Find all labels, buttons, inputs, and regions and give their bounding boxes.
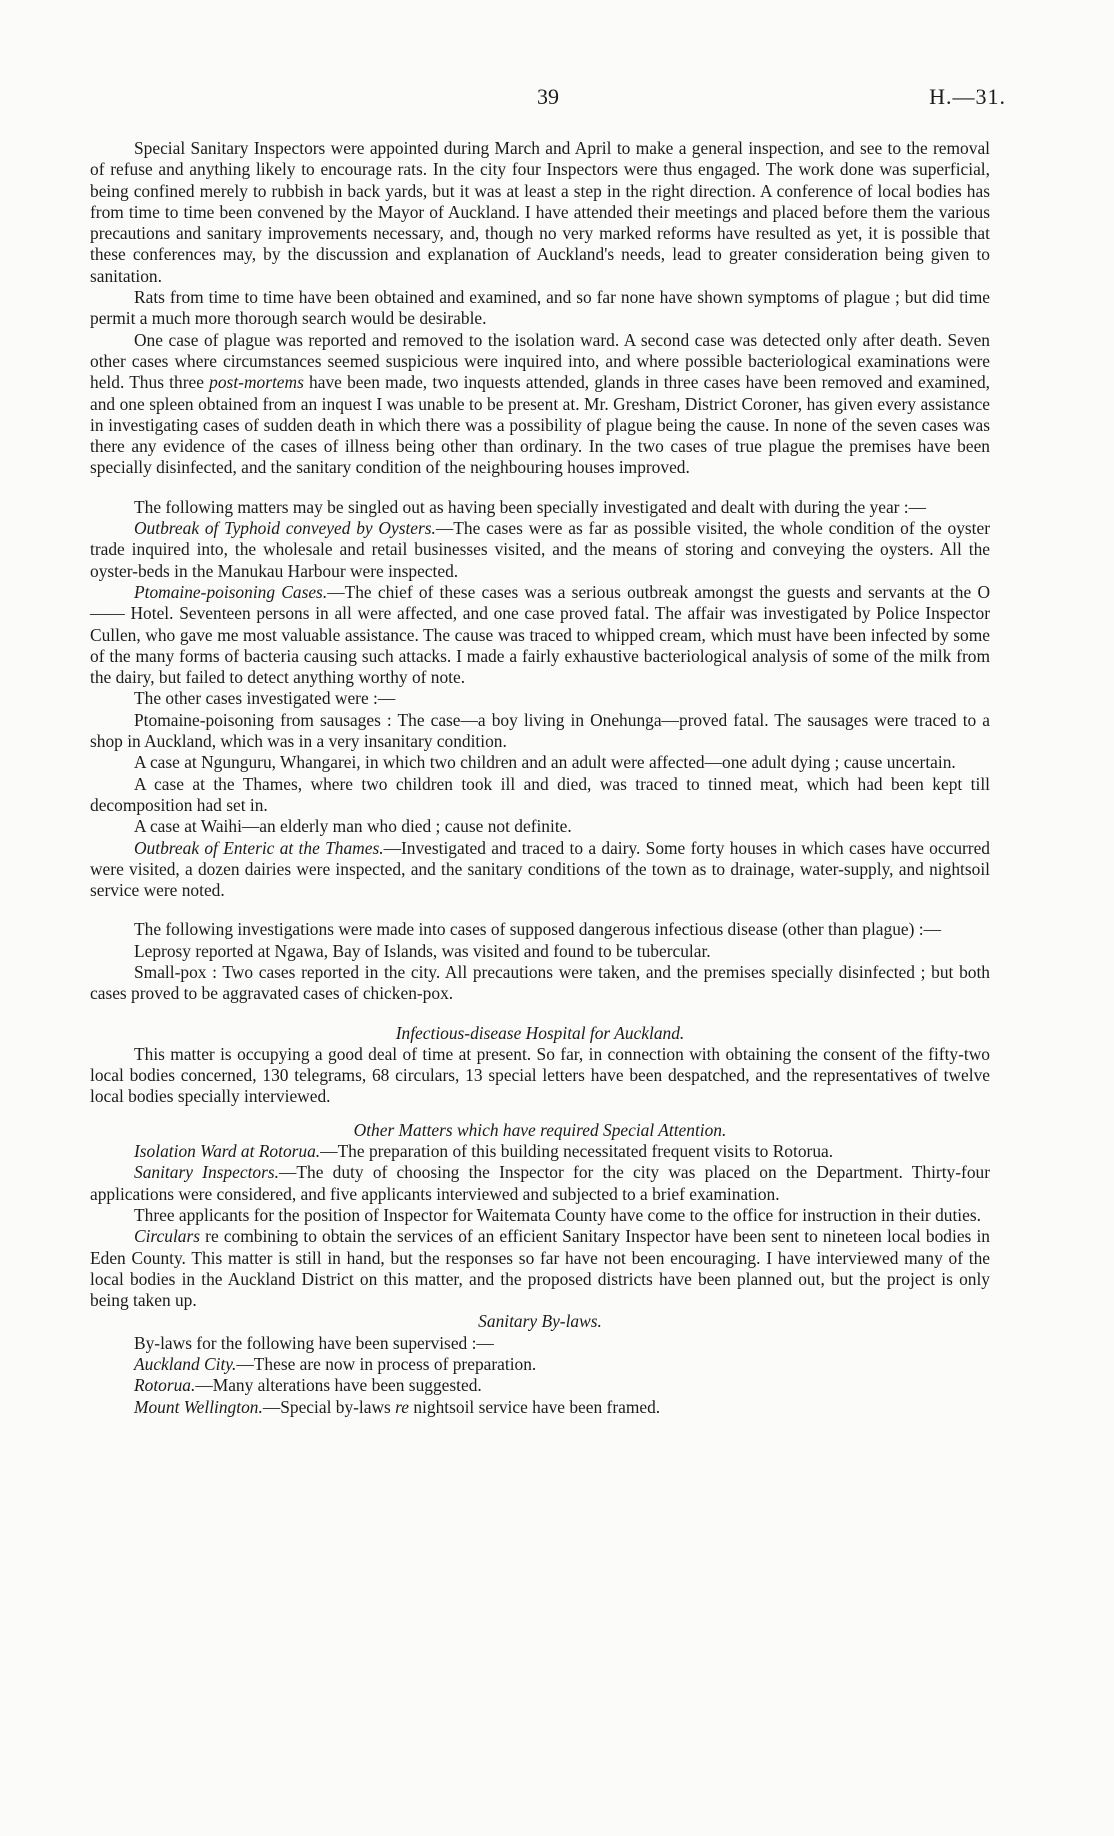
paragraph-bylaws-mount-wellington: Mount Wellington.—Special by-laws re nightsoil service have been framed. xyxy=(134,1396,661,1417)
paragraph-typhoid: Outbreak of Typhoid conveyed by Oysters.—The cases were as far as possible visited, the whole condition of the oyster trade inquired into, the wholesale and retail businesses visited, and the means of storing and conveying the oysters. All the oyster-beds in the Manukau Harbour were inspected. xyxy=(90,518,991,581)
paragraph-bylaws-rotorua: Rotorua.—Many alterations have been suggested. xyxy=(134,1375,482,1396)
heading-sanitary-bylaws: Sanitary By-laws. xyxy=(478,1311,602,1332)
paragraph-leprosy: Leprosy reported at Ngawa, Bay of Islands, was visited and found to be tubercular. xyxy=(134,940,711,961)
paragraph-matters-intro: The following matters may be singled out as having been specially investigated and dealt with during the year :— xyxy=(134,496,927,517)
paragraph-sausages: Ptomaine-poisoning from sausages : The case—a boy living in Onehunga—proved fatal. The sausages were traced to a shop in Auckland, which was in a very insanitary condition. xyxy=(90,709,990,752)
paragraph-sanitary-inspectors: Special Sanitary Inspectors were appointed during March and April to make a general inspection, and see to the removal of refuse and anything likely to encourage rats. In the city four Inspectors were thus engaged. The work done was superficial, being confined merely to rubbish in back yards, but it was at least a step in the right direction. A conference of local bodies has from time to time been convened by the Mayor of Auckland. I have attended their meetings and placed before them the various precautions and sanitary improvements necessary, and, though no very marked reforms have resulted as yet, it is possible that these conferences may, by the discussion and explanation of Auckland's needs, lead to greater consideration being given to sanitation. xyxy=(90,138,990,286)
paragraph-infectious-hospital: This matter is occupying a good deal of time at present. So far, in connection with obtaining the consent of the fifty-two local bodies concerned, 130 telegrams, 68 circulars, 13 special letters have been despatched, and the representatives of twelve local bodies specially interviewed. xyxy=(90,1043,990,1107)
document-reference: H.—31. xyxy=(929,84,1006,109)
paragraph-enteric: Outbreak of Enteric at the Thames.—Investigated and traced to a dairy. Some forty houses in which cases have occurred were visited, a dozen dairies were inspected, and the sanitary conditions of the town as to drainage, water-supply, and nightsoil service were noted. xyxy=(90,837,991,901)
paragraph-thames: A case at the Thames, where two children took ill and died, was traced to tinned meat, which had been kept till decomposition had set in. xyxy=(90,773,990,815)
body-text xyxy=(90,138,990,1418)
paragraph-ngunguru: A case at Ngunguru, Whangarei, in which two children and an adult were affected—one adult dying ; cause uncertain. xyxy=(134,752,956,773)
paragraph-ptomaine: Ptomaine-poisoning Cases.—The chief of these cases was a serious outbreak amongst the guests and servants at the O—— Hotel. Seventeen persons in all were affected, and one case proved fatal. The affair was investigated by Police Inspector Cullen, who gave me most valuable assistance. The cause was traced to whipped cream, which must have been infected by some of the many forms of bacteria causing such attacks. I made a fairly exhaustive bacteriological analysis of some of the milk from the dairy, but failed to detect anything worthy of note. xyxy=(90,581,990,688)
page-header xyxy=(90,84,1006,118)
paragraph-circulars: Circulars re combining to obtain the services of an efficient Sanitary Inspector have been sent to nineteen local bodies in Eden County. This matter is still in hand, but the responses so far have not been encouraging. I have interviewed many of the local bodies in the Auckland District on this matter, and the proposed districts have been planned out, but the project is only being taken up. xyxy=(90,1226,990,1311)
paragraph-waihi: A case at Waihi—an elderly man who died ; cause not definite. xyxy=(134,816,572,837)
page-number: 39 xyxy=(537,84,559,109)
paragraph-rats: Rats from time to time have been obtained and examined, and so far none have shown symptoms of plague ; but did time permit a much more thorough search would be desirable. xyxy=(90,287,990,329)
paragraph-smallpox: Small-pox : Two cases reported in the city. All precautions were taken, and the premises specially disinfected ; but both cases proved to be aggravated cases of chicken-pox. xyxy=(90,961,990,1004)
paragraph-bylaws-auckland: Auckland City.—These are now in process of preparation. xyxy=(134,1354,537,1375)
paragraph-bylaws-intro: By-laws for the following have been supervised :— xyxy=(134,1332,494,1353)
heading-infectious-hospital: Infectious-disease Hospital for Auckland. xyxy=(395,1022,685,1043)
paragraph-other-cases: The other cases investigated were :— xyxy=(134,688,396,709)
paragraph-waitemata: Three applicants for the position of Inspector for Waitemata County have come to the office for instruction in their duties. xyxy=(134,1204,981,1225)
heading-other-matters: Other Matters which have required Special Attention. xyxy=(353,1119,727,1140)
paragraph-investigations-intro: The following investigations were made into cases of supposed dangerous infectious disease (other than plague) :— xyxy=(134,919,942,940)
paragraph-plague-cases: One case of plague was reported and removed to the isolation ward. A second case was detected only after death. Seven other cases where circumstances seemed suspicious were inquired into, and where possible bacteriological examinations were held. Thus three post-mortems have been made, two inquests attended, glands in three cases have been removed and examined, and one spleen obtained from an inquest I was unable to be present at. Mr. Gresham, District Coroner, has given every assistance in investigating cases of sudden death in which there was a possibility of plague being the cause. In none of the seven cases was there any evidence of the cases of illness being other than ordinary. In the two cases of true plague the premises have been specially disinfected, and the sanitary condition of the neighbouring houses improved. xyxy=(90,329,990,478)
paragraph-sanitary-inspectors-duty: Sanitary Inspectors.—The duty of choosing the Inspector for the city was placed on the Department. Thirty-four applications were considered, and five applicants interviewed and subjected to a brief examination. xyxy=(90,1162,991,1204)
paragraph-isolation-ward: Isolation Ward at Rotorua.—The preparation of this building necessitated frequent visits to Rotorua. xyxy=(134,1141,834,1162)
